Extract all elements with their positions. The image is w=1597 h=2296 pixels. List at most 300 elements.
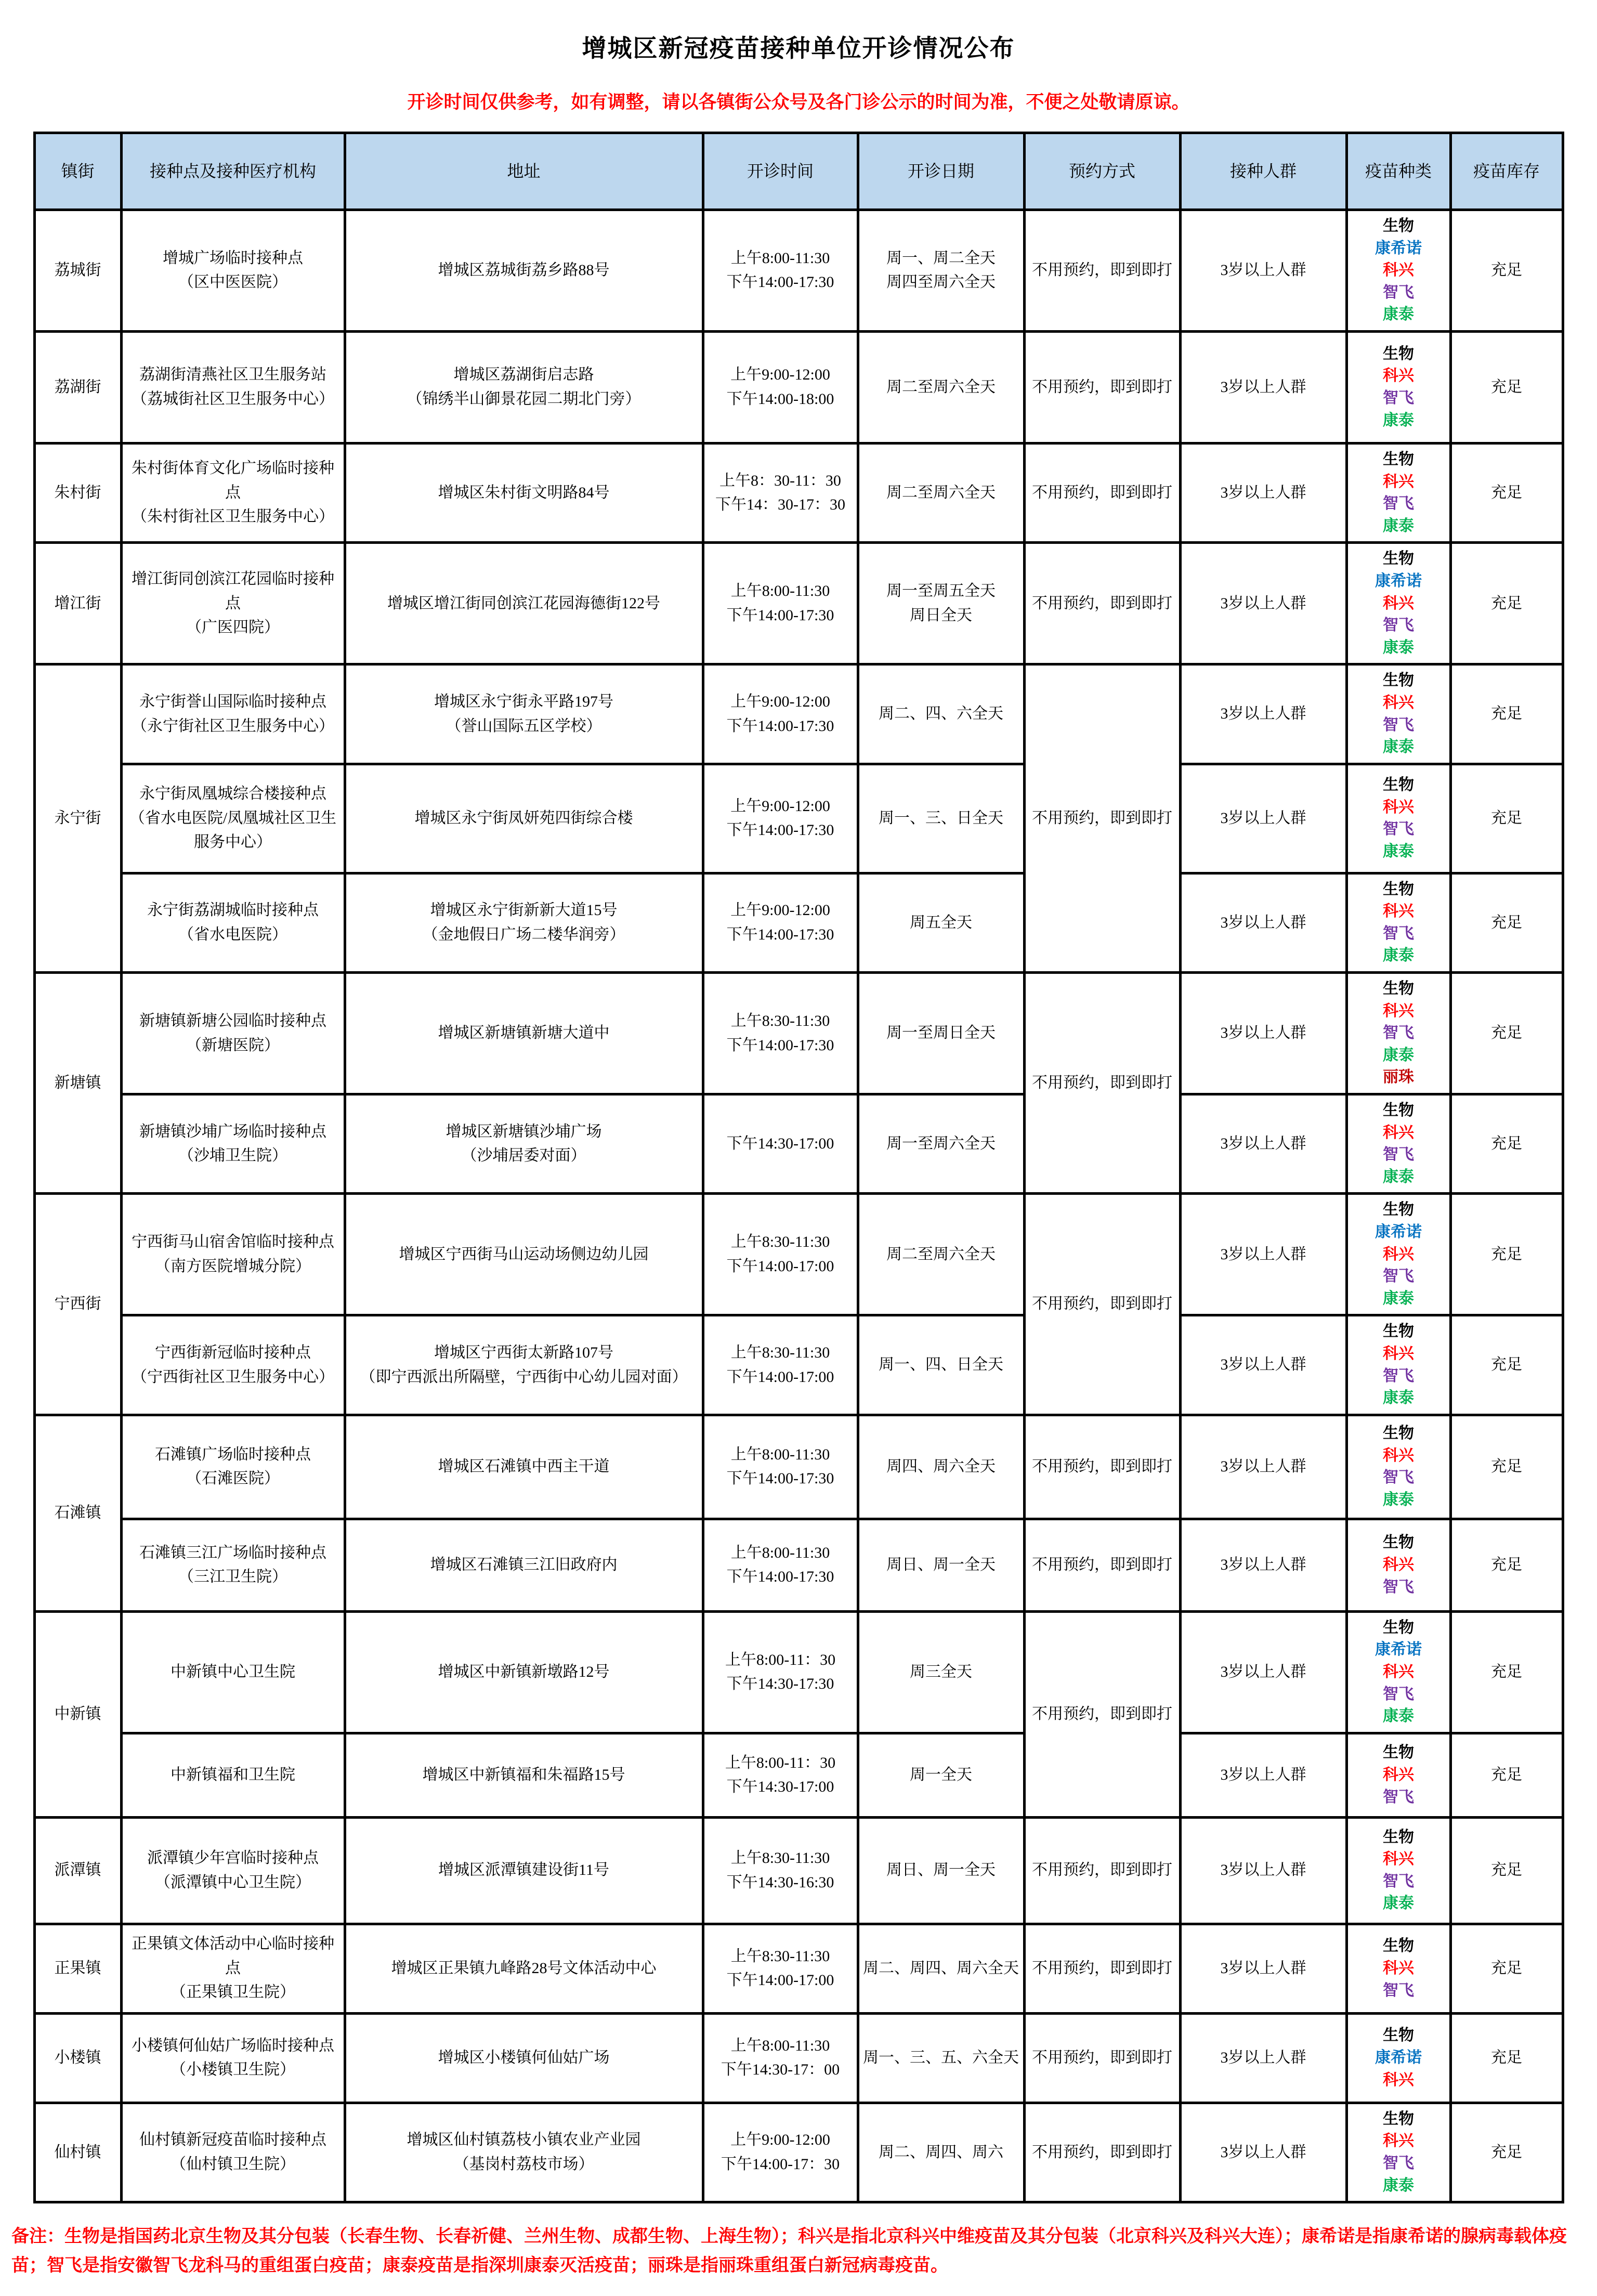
vaccine-types-cell-line: 科兴	[1383, 594, 1414, 612]
dates-cell	[858, 1817, 1024, 1924]
page-title: 增城区新冠疫苗接种单位开诊情况公布	[582, 35, 1015, 62]
time-cell-line: 下午14:00-17:30	[726, 821, 834, 839]
dates-cell-line: 周一全天	[910, 1766, 972, 1783]
address-cell-line: （誉山国际五区学校）	[446, 717, 602, 735]
stock-cell-line: 充足	[1491, 705, 1522, 723]
booking-cell	[1024, 443, 1180, 542]
vaccine-types-cell	[1346, 210, 1450, 332]
site-cell	[121, 873, 345, 972]
address-cell	[345, 1519, 703, 1611]
vaccine-types-cell-line: 康泰	[1383, 1046, 1414, 1064]
column-header-2: 地址	[345, 133, 703, 210]
site-cell	[121, 1094, 345, 1194]
dates-cell-line: 周四至周六全天	[886, 273, 996, 291]
time-cell	[703, 873, 858, 972]
site-cell	[121, 443, 345, 542]
town-cell-line: 荔湖街	[54, 378, 101, 396]
table-row	[34, 764, 1563, 873]
dates-cell-line: 周一至周六全天	[886, 1134, 996, 1152]
address-cell	[345, 1733, 703, 1817]
stock-cell	[1450, 1194, 1563, 1315]
time-cell-line: 下午14:00-17:30	[726, 606, 834, 624]
dates-cell	[858, 2103, 1024, 2202]
vaccine-types-cell-line: 科兴	[1383, 262, 1414, 279]
town-cell-line: 仙村镇	[54, 2143, 101, 2161]
vaccine-types-cell-line: 康泰	[1383, 517, 1414, 534]
town-cell-line: 正果镇	[54, 1959, 101, 1977]
time-cell-line: 下午14:00-17:00	[726, 1972, 834, 1989]
table-row	[34, 1924, 1563, 2013]
vaccine-types-cell	[1346, 443, 1450, 542]
dates-cell	[858, 1415, 1024, 1519]
time-cell	[703, 1924, 858, 2013]
address-cell-line: 增城区新塘镇新塘大道中	[438, 1024, 610, 1042]
site-cell-line: （沙埔卫生院）	[178, 1147, 287, 1165]
vaccine-types-cell-line: 科兴	[1383, 2071, 1414, 2089]
vaccine-types-cell-line: 科兴	[1383, 1663, 1414, 1680]
time-cell	[703, 1519, 858, 1611]
vaccine-types-cell-line: 智飞	[1383, 495, 1414, 513]
address-cell-line: （沙埔居委对面）	[461, 1147, 586, 1165]
town-cell	[34, 2013, 121, 2103]
time-cell-line: 上午8:00-11：30	[725, 1651, 836, 1668]
address-cell-line: 增城区石滩镇三江旧政府内	[430, 1556, 618, 1573]
column-header-6: 接种人群	[1180, 133, 1346, 210]
site-cell-line: （仙村镇卫生院）	[171, 2155, 295, 2173]
address-cell	[345, 543, 703, 664]
dates-cell	[858, 210, 1024, 332]
site-cell	[121, 331, 345, 443]
town-cell-line: 石滩镇	[54, 1504, 101, 1521]
stock-cell-line: 充足	[1491, 1024, 1522, 1042]
vaccine-types-cell-line: 智飞	[1383, 1268, 1414, 1285]
dates-cell-line: 周二、周四、周六	[879, 2143, 1003, 2161]
site-cell-line: 荔湖街清燕社区卫生服务站	[139, 366, 326, 384]
address-cell	[345, 764, 703, 873]
site-cell	[121, 764, 345, 873]
people-cell	[1180, 1611, 1346, 1733]
time-cell-line: 下午14:00-18:00	[726, 390, 834, 408]
people-cell	[1180, 664, 1346, 764]
vaccine-types-cell	[1346, 1733, 1450, 1817]
address-cell	[345, 2013, 703, 2103]
booking-cell	[1024, 331, 1180, 443]
people-cell-line: 3岁以上人群	[1220, 1861, 1306, 1879]
time-cell-line: 下午14:30-16:30	[726, 1873, 834, 1891]
people-cell	[1180, 443, 1346, 542]
address-cell-line: 增城区永宁街凤妍苑四街综合楼	[414, 809, 633, 827]
vaccine-types-cell-line: 智飞	[1383, 1469, 1414, 1486]
dates-cell-line: 周一、四、日全天	[879, 1356, 1003, 1374]
site-cell-line: （朱村街社区卫生服务中心）	[132, 508, 334, 526]
vaccine-types-cell-line: 康希诺	[1375, 1223, 1422, 1241]
vaccine-types-cell-line: 生物	[1383, 550, 1414, 568]
time-cell-line: 下午14:00-17：30	[721, 2155, 840, 2173]
people-cell	[1180, 2013, 1346, 2103]
time-cell	[703, 664, 858, 764]
people-cell	[1180, 2103, 1346, 2202]
people-cell	[1180, 1519, 1346, 1611]
time-cell-line: 上午8:00-11:30	[730, 1544, 830, 1561]
address-cell	[345, 331, 703, 443]
site-cell-line: 宁西街马山宿舍馆临时接种点	[132, 1233, 334, 1251]
vaccine-types-cell-line: 康希诺	[1375, 1641, 1422, 1659]
vaccine-types-cell	[1346, 1415, 1450, 1519]
column-header-4: 开诊日期	[858, 133, 1024, 210]
vaccine-types-cell-line: 智飞	[1383, 1367, 1414, 1385]
people-cell-line: 3岁以上人群	[1220, 914, 1306, 931]
people-cell-line: 3岁以上人群	[1220, 2143, 1306, 2161]
stock-cell	[1450, 1315, 1563, 1415]
town-cell	[34, 331, 121, 443]
table-row	[34, 2013, 1563, 2103]
site-cell-line: 增城广场临时接种点	[163, 249, 303, 267]
site-cell-line: （正果镇卫生院）	[171, 1984, 295, 2001]
booking-cell	[1024, 543, 1180, 664]
town-cell	[34, 1611, 121, 1817]
booking-cell-line: 不用预约，即到即打	[1032, 262, 1172, 279]
site-cell-line: 仙村镇新冠疫苗临时接种点	[139, 2131, 326, 2149]
town-cell-line: 小楼镇	[54, 2049, 101, 2066]
site-cell	[121, 1611, 345, 1733]
vaccine-types-cell-line: 生物	[1383, 672, 1414, 689]
site-cell-line: 永宁街誉山国际临时接种点	[139, 693, 326, 710]
site-cell	[121, 543, 345, 664]
stock-cell-line: 充足	[1491, 1861, 1522, 1879]
vaccine-types-cell	[1346, 1817, 1450, 1924]
vaccine-types-cell-line: 科兴	[1383, 2132, 1414, 2150]
vaccine-types-cell-line: 智飞	[1383, 389, 1414, 407]
dates-cell-line: 周二至周六全天	[886, 378, 996, 396]
vaccine-types-cell-line: 康泰	[1383, 2176, 1414, 2194]
page-subtitle: 开诊时间仅供参考，如有调整，请以各镇街公众号及各门诊公示的时间为准，不便之处敬请原谅。	[407, 92, 1190, 112]
dates-cell-line: 周日全天	[910, 606, 972, 624]
vaccine-types-cell-line: 康泰	[1383, 1289, 1414, 1307]
time-cell-line: 上午8:00-11：30	[725, 1754, 836, 1771]
time-cell-line: 上午8:00-11:30	[730, 249, 830, 267]
stock-cell-line: 充足	[1491, 1356, 1522, 1374]
booking-cell	[1024, 1611, 1180, 1817]
dates-cell	[858, 2013, 1024, 2103]
site-cell-line: （新塘医院）	[186, 1036, 280, 1054]
vaccine-types-cell-line: 科兴	[1383, 694, 1414, 711]
site-cell-line: 石滩镇广场临时接种点	[155, 1445, 311, 1463]
site-cell-line: 石滩镇三江广场临时接种点	[139, 1544, 326, 1561]
address-cell	[345, 443, 703, 542]
people-cell	[1180, 1315, 1346, 1415]
booking-cell	[1024, 1415, 1180, 1519]
booking-cell-line: 不用预约，即到即打	[1032, 1959, 1172, 1977]
time-cell	[703, 543, 858, 664]
time-cell	[703, 1611, 858, 1733]
dates-cell	[858, 1611, 1024, 1733]
booking-cell	[1024, 2103, 1180, 2202]
vaccine-types-cell-line: 科兴	[1383, 1124, 1414, 1141]
town-cell	[34, 210, 121, 332]
stock-cell	[1450, 543, 1563, 664]
town-cell-line: 派潭镇	[54, 1861, 101, 1879]
town-cell-line: 中新镇	[54, 1705, 101, 1723]
time-cell-line: 上午9:00-12:00	[730, 366, 830, 384]
dates-cell	[858, 1924, 1024, 2013]
site-cell-line: （宁西街社区卫生服务中心）	[132, 1368, 334, 1386]
site-cell	[121, 210, 345, 332]
vaccine-types-cell-line: 生物	[1383, 450, 1414, 468]
dates-cell-line: 周四、周六全天	[886, 1458, 996, 1475]
vaccine-types-cell-line: 生物	[1383, 1102, 1414, 1119]
dates-cell	[858, 1733, 1024, 1817]
address-cell-line: 增城区派潭镇建设街11号	[438, 1861, 609, 1879]
table-row	[34, 443, 1563, 542]
people-cell	[1180, 1924, 1346, 2013]
address-cell	[345, 1415, 703, 1519]
site-cell	[121, 1194, 345, 1315]
people-cell	[1180, 1194, 1346, 1315]
site-cell-line: 中新镇中心卫生院	[171, 1663, 295, 1680]
booking-cell	[1024, 1817, 1180, 1924]
address-cell	[345, 1611, 703, 1733]
address-cell	[345, 873, 703, 972]
time-cell	[703, 1194, 858, 1315]
town-cell	[34, 543, 121, 664]
address-cell-line: 增城区小楼镇何仙姑广场	[438, 2049, 610, 2066]
town-cell	[34, 443, 121, 542]
address-cell-line: 增城区增江街同创滨江花园海德街122号	[387, 594, 660, 612]
vaccine-types-cell-line: 科兴	[1383, 1245, 1414, 1263]
town-cell-line: 宁西街	[54, 1295, 101, 1313]
vaccine-types-cell	[1346, 664, 1450, 764]
vaccine-types-cell-line: 生物	[1383, 880, 1414, 898]
stock-cell-line: 充足	[1491, 2049, 1522, 2066]
vaccine-types-cell-line: 智飞	[1383, 1872, 1414, 1890]
town-cell	[34, 1194, 121, 1415]
vaccine-types-cell-line: 康泰	[1383, 1168, 1414, 1185]
address-cell-line: 增城区荔城街荔乡路88号	[438, 262, 610, 279]
dates-cell	[858, 764, 1024, 873]
booking-cell	[1024, 210, 1180, 332]
dates-cell-line: 周二至周六全天	[886, 1245, 996, 1263]
address-cell	[345, 1194, 703, 1315]
town-cell-line: 荔城街	[54, 262, 101, 279]
vaccine-types-cell	[1346, 764, 1450, 873]
dates-cell	[858, 973, 1024, 1094]
time-cell-line: 上午8:30-11:30	[730, 1344, 830, 1362]
vaccine-types-cell-line: 生物	[1383, 1425, 1414, 1442]
table-row	[34, 1194, 1563, 1315]
address-cell-line: （基岗村荔枝市场）	[453, 2155, 594, 2173]
site-cell-line: 永宁街荔湖城临时接种点	[147, 902, 319, 919]
vaccine-types-cell	[1346, 973, 1450, 1094]
time-cell-line: 下午14:00-17:30	[726, 1036, 834, 1054]
column-header-7: 疫苗种类	[1346, 133, 1450, 210]
people-cell	[1180, 210, 1346, 332]
site-cell	[121, 664, 345, 764]
address-cell-line: （即宁西派出所隔壁，宁西街中心幼儿园对面）	[360, 1368, 688, 1386]
table-header-row	[34, 133, 1563, 210]
dates-cell-line: 周日、周一全天	[886, 1556, 996, 1573]
time-cell	[703, 2103, 858, 2202]
booking-cell	[1024, 2013, 1180, 2103]
stock-cell-line: 充足	[1491, 1458, 1522, 1475]
vaccine-types-cell	[1346, 1094, 1450, 1194]
site-cell-line: （广医四院）	[186, 619, 280, 636]
stock-cell	[1450, 1611, 1563, 1733]
people-cell	[1180, 1817, 1346, 1924]
address-cell	[345, 2103, 703, 2202]
vaccine-types-cell-line: 康泰	[1383, 1491, 1414, 1508]
dates-cell-line: 周一、三、日全天	[879, 809, 1003, 827]
address-cell-line: 增城区永宁街永平路197号	[434, 693, 613, 710]
booking-cell-line: 不用预约，即到即打	[1032, 2143, 1172, 2161]
booking-cell-line: 不用预约，即到即打	[1032, 809, 1172, 827]
stock-cell-line: 充足	[1491, 914, 1522, 931]
table-row	[34, 1315, 1563, 1415]
time-cell	[703, 1817, 858, 1924]
site-cell-line: 宁西街新冠临时接种点	[155, 1344, 311, 1362]
people-cell-line: 3岁以上人群	[1220, 1458, 1306, 1475]
column-header-8: 疫苗库存	[1450, 133, 1563, 210]
vaccine-types-cell-line: 生物	[1383, 345, 1414, 362]
time-cell	[703, 443, 858, 542]
vaccine-types-cell-line: 康希诺	[1375, 572, 1422, 590]
stock-cell-line: 充足	[1491, 1766, 1522, 1783]
time-cell	[703, 210, 858, 332]
stock-cell	[1450, 1817, 1563, 1924]
address-cell	[345, 664, 703, 764]
town-cell-line: 永宁街	[54, 809, 101, 827]
time-cell-line: 上午8:00-11:30	[730, 582, 830, 600]
time-cell-line: 下午14:30-17：00	[721, 2061, 840, 2079]
vaccine-types-cell	[1346, 543, 1450, 664]
vaccine-types-cell	[1346, 331, 1450, 443]
stock-cell	[1450, 664, 1563, 764]
town-cell	[34, 664, 121, 973]
address-cell-line: 增城区石滩镇中西主干道	[438, 1458, 610, 1475]
stock-cell-line: 充足	[1491, 594, 1522, 612]
site-cell	[121, 1315, 345, 1415]
time-cell-line: 上午9:00-12:00	[730, 797, 830, 815]
vaccine-types-cell-line: 科兴	[1383, 1345, 1414, 1362]
stock-cell	[1450, 1924, 1563, 2013]
vaccine-types-cell-line: 生物	[1383, 1534, 1414, 1551]
stock-cell	[1450, 210, 1563, 332]
vaccine-types-cell-line: 科兴	[1383, 1446, 1414, 1464]
time-cell-line: 下午14:30-17:00	[726, 1134, 834, 1152]
people-cell-line: 3岁以上人群	[1220, 809, 1306, 827]
column-header-0: 镇街	[34, 133, 121, 210]
dates-cell	[858, 1315, 1024, 1415]
vaccine-types-cell-line: 生物	[1383, 1619, 1414, 1636]
vaccine-types-cell-line: 智飞	[1383, 1685, 1414, 1703]
site-cell	[121, 973, 345, 1094]
vaccine-types-cell-line: 生物	[1383, 2110, 1414, 2128]
time-cell	[703, 331, 858, 443]
stock-cell-line: 充足	[1491, 378, 1522, 396]
vaccine-types-cell-line: 生物	[1383, 1828, 1414, 1846]
dates-cell	[858, 1094, 1024, 1194]
vaccine-types-cell-line: 智飞	[1383, 617, 1414, 634]
vaccine-types-cell-line: 康泰	[1383, 842, 1414, 860]
vaccine-types-cell-line: 丽珠	[1383, 1068, 1414, 1086]
town-cell	[34, 1924, 121, 2013]
address-cell-line: 增城区仙村镇荔枝小镇农业产业园	[407, 2131, 641, 2149]
vaccine-types-cell-line: 科兴	[1383, 1959, 1414, 1977]
site-cell-line: （石滩医院）	[186, 1470, 280, 1488]
vaccine-types-cell-line: 科兴	[1383, 1850, 1414, 1868]
dates-cell-line: 周五全天	[910, 914, 972, 931]
people-cell-line: 3岁以上人群	[1220, 484, 1306, 501]
time-cell	[703, 1415, 858, 1519]
people-cell-line: 3岁以上人群	[1220, 1245, 1306, 1263]
table-row	[34, 1094, 1563, 1194]
people-cell-line: 3岁以上人群	[1220, 378, 1306, 396]
dates-cell-line: 周日、周一全天	[886, 1861, 996, 1879]
vaccine-types-cell-line: 生物	[1383, 980, 1414, 998]
town-cell-line: 新塘镇	[54, 1074, 101, 1091]
vaccine-types-cell-line: 生物	[1383, 217, 1414, 234]
time-cell-line: 上午8:30-11:30	[730, 1947, 830, 1965]
dates-cell-line: 周一至周日全天	[886, 1024, 996, 1042]
dates-cell-line: 周二至周六全天	[886, 484, 996, 501]
stock-cell	[1450, 1094, 1563, 1194]
table-row	[34, 543, 1563, 664]
vaccine-types-cell-line: 康希诺	[1375, 239, 1422, 257]
booking-cell-line: 不用预约，即到即打	[1032, 2049, 1172, 2066]
time-cell	[703, 1733, 858, 1817]
stock-cell	[1450, 443, 1563, 542]
site-cell-line: （省水电医院/凤凰城社区卫生服务中心）	[129, 809, 337, 851]
stock-cell	[1450, 873, 1563, 972]
table-row	[34, 1519, 1563, 1611]
site-cell-line: （三江卫生院）	[178, 1568, 287, 1586]
vaccine-types-cell-line: 科兴	[1383, 1556, 1414, 1573]
vaccine-types-cell-line: 康泰	[1383, 1707, 1414, 1725]
address-cell-line: 增城区中新镇新墩路12号	[438, 1663, 610, 1680]
address-cell-line: 增城区中新镇福和朱福路15号	[422, 1766, 625, 1783]
address-cell	[345, 973, 703, 1094]
people-cell	[1180, 1415, 1346, 1519]
address-cell	[345, 1315, 703, 1415]
time-cell-line: 上午8:30-11:30	[730, 1012, 830, 1030]
address-cell-line: （金地假日广场二楼华润旁）	[422, 925, 625, 943]
time-cell-line: 下午14：30-17：30	[715, 496, 845, 514]
vaccine-types-cell-line: 智飞	[1383, 1788, 1414, 1806]
table-row	[34, 973, 1563, 1094]
vaccine-types-cell-line: 康泰	[1383, 1895, 1414, 1912]
dates-cell	[858, 1519, 1024, 1611]
address-cell-line: 增城区宁西街马山运动场侧边幼儿园	[399, 1245, 649, 1263]
time-cell-line: 下午14:00-17:30	[726, 925, 834, 943]
dates-cell	[858, 331, 1024, 443]
time-cell-line: 下午14:00-17:00	[726, 1368, 834, 1386]
vaccine-types-cell-line: 科兴	[1383, 1002, 1414, 1020]
stock-cell-line: 充足	[1491, 1959, 1522, 1977]
vaccine-types-cell	[1346, 2013, 1450, 2103]
dates-cell	[858, 664, 1024, 764]
vaccine-types-cell-line: 智飞	[1383, 716, 1414, 734]
people-cell	[1180, 873, 1346, 972]
people-cell	[1180, 331, 1346, 443]
stock-cell-line: 充足	[1491, 1663, 1522, 1680]
vaccine-types-cell-line: 生物	[1383, 2027, 1414, 2044]
site-cell-line: 派潭镇少年宫临时接种点	[147, 1849, 319, 1867]
vaccine-types-cell-line: 生物	[1383, 1323, 1414, 1340]
site-cell-line: 朱村街体育文化广场临时接种点	[132, 460, 334, 501]
table-row	[34, 1817, 1563, 1924]
site-cell	[121, 1519, 345, 1611]
address-cell-line: 增城区荔湖街启志路	[453, 366, 594, 384]
site-cell-line: （省水电医院）	[178, 925, 287, 943]
